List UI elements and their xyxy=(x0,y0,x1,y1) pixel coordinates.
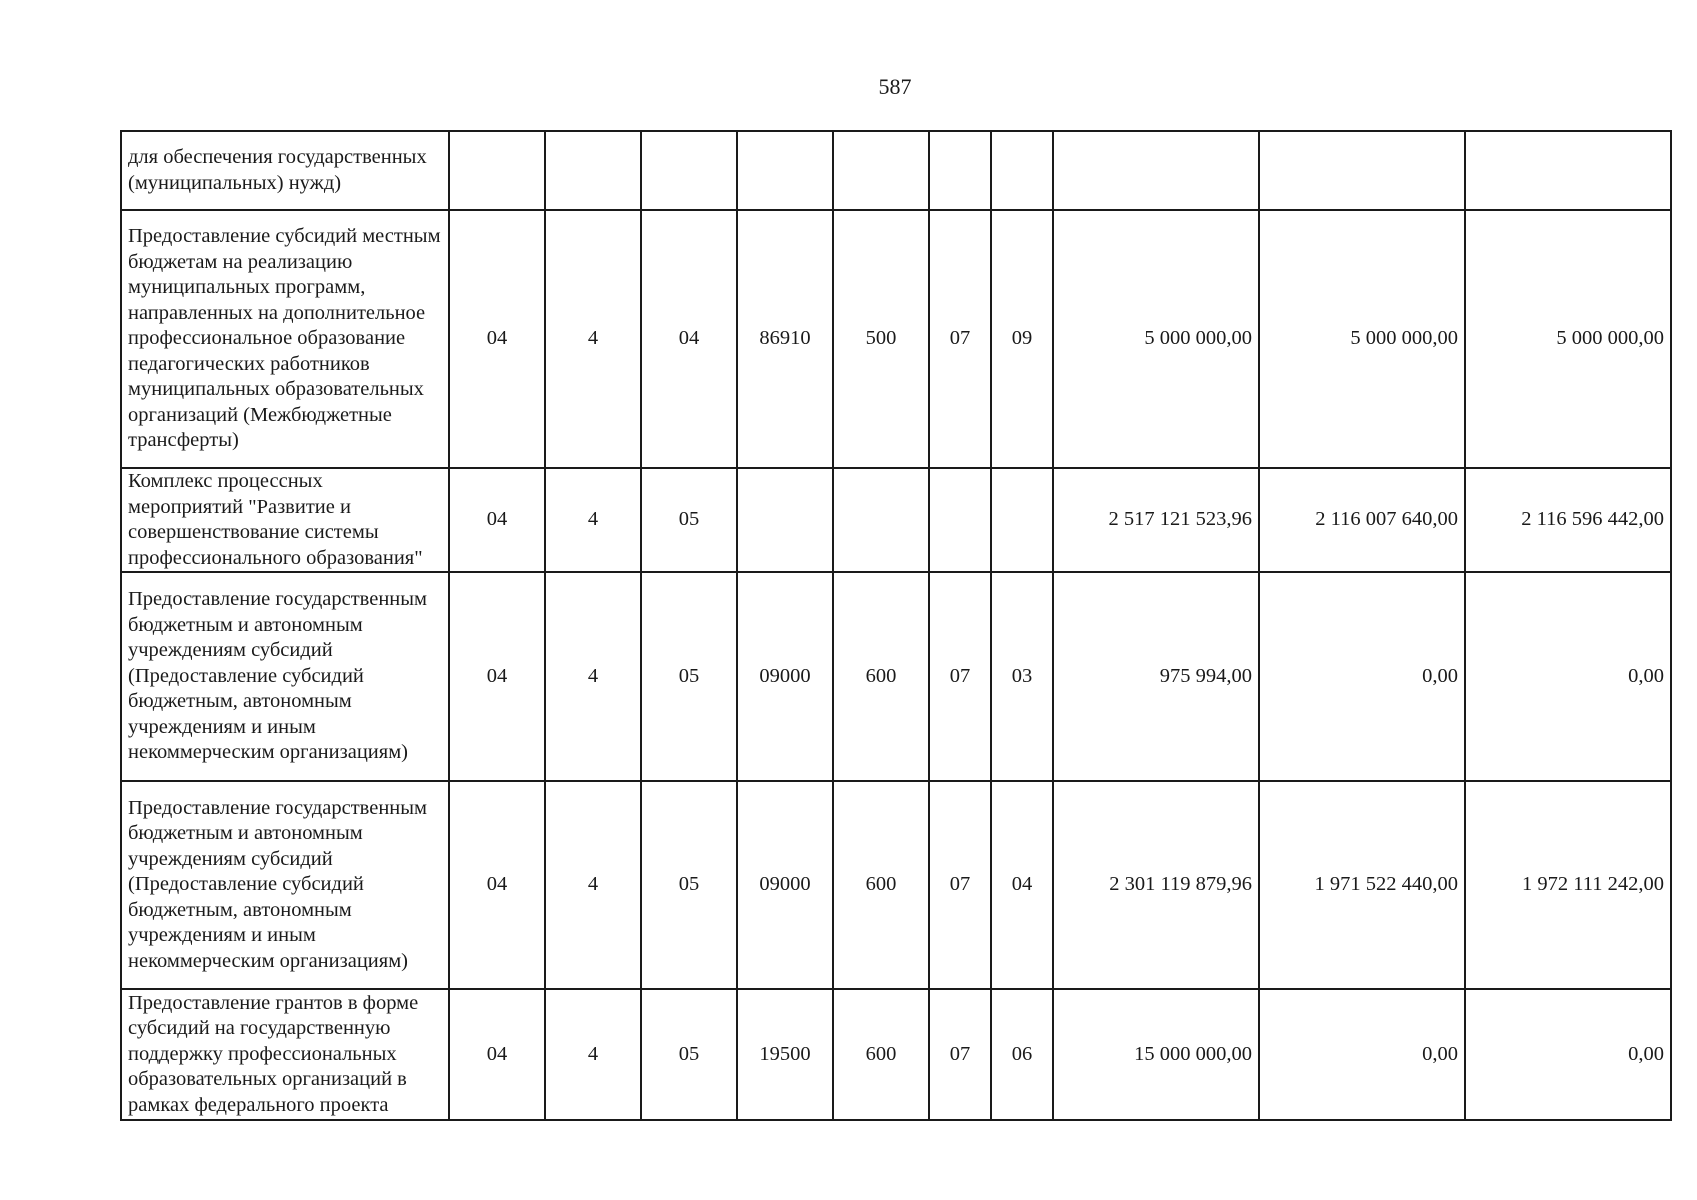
amount-3: 1 972 111 242,00 xyxy=(1465,781,1671,989)
subprogram-code xyxy=(545,131,641,210)
subsection-code: 03 xyxy=(991,572,1053,781)
subsection-code: 09 xyxy=(991,210,1053,468)
amount-3 xyxy=(1465,131,1671,210)
subsection-code: 06 xyxy=(991,989,1053,1120)
direction-code: 09000 xyxy=(737,572,833,781)
subprogram-code: 4 xyxy=(545,572,641,781)
subsection-code xyxy=(991,131,1053,210)
table-row xyxy=(121,572,1671,781)
program-code: 04 xyxy=(449,572,545,781)
amount-1: 2 517 121 523,96 xyxy=(1053,468,1259,572)
activity-code: 05 xyxy=(641,572,737,781)
amount-2: 0,00 xyxy=(1259,989,1465,1120)
row-description: Предоставление грантов в форме субсидий на государственную поддержку профессиональных образовательных организаций в рамках федерального проекта xyxy=(128,991,419,1116)
section-code: 07 xyxy=(929,572,991,781)
program-code: 04 xyxy=(449,781,545,989)
row-description: для обеспечения государственных (муниципальных) нужд) xyxy=(121,131,449,210)
amount-3: 0,00 xyxy=(1465,572,1671,781)
amount-3: 5 000 000,00 xyxy=(1465,210,1671,468)
section-code xyxy=(929,131,991,210)
amount-3: 0,00 xyxy=(1465,989,1671,1120)
activity-code xyxy=(641,131,737,210)
row-description: Комплекс процессных мероприятий "Развитие и совершенствование системы профессионального образования" xyxy=(121,468,449,572)
amount-2 xyxy=(1259,131,1465,210)
table-row xyxy=(121,131,1671,210)
table-row xyxy=(121,468,1671,572)
subprogram-code: 4 xyxy=(545,781,641,989)
row-description: Предоставление государственным бюджетным и автономным учреждениям субсидий (Предоставление субсидий бюджетным, автономным учреждениям и иным некоммерческим организациям) xyxy=(121,781,449,989)
amount-2: 1 971 522 440,00 xyxy=(1259,781,1465,989)
table-row xyxy=(121,989,1671,1120)
subprogram-code: 4 xyxy=(545,468,641,572)
expense-type-code: 600 xyxy=(833,572,929,781)
section-code: 07 xyxy=(929,781,991,989)
program-code xyxy=(449,131,545,210)
section-code xyxy=(929,468,991,572)
table-row xyxy=(121,781,1671,989)
direction-code xyxy=(737,131,833,210)
expense-type-code xyxy=(833,468,929,572)
row-description: Предоставление государственным бюджетным и автономным учреждениям субсидий (Предоставление субсидий бюджетным, автономным учреждениям и иным некоммерческим организациям) xyxy=(121,572,449,781)
direction-code: 86910 xyxy=(737,210,833,468)
activity-code: 05 xyxy=(641,468,737,572)
program-code: 04 xyxy=(449,989,545,1120)
section-code: 07 xyxy=(929,210,991,468)
direction-code xyxy=(737,468,833,572)
subsection-code: 04 xyxy=(991,781,1053,989)
subsection-code xyxy=(991,468,1053,572)
direction-code: 19500 xyxy=(737,989,833,1120)
subprogram-code: 4 xyxy=(545,210,641,468)
subprogram-code: 4 xyxy=(545,989,641,1120)
expense-type-code xyxy=(833,131,929,210)
expense-type-code: 500 xyxy=(833,210,929,468)
amount-3: 2 116 596 442,00 xyxy=(1465,468,1671,572)
expense-type-code: 600 xyxy=(833,989,929,1120)
expense-type-code: 600 xyxy=(833,781,929,989)
activity-code: 04 xyxy=(641,210,737,468)
amount-1 xyxy=(1053,131,1259,210)
program-code: 04 xyxy=(449,210,545,468)
program-code: 04 xyxy=(449,468,545,572)
amount-2: 0,00 xyxy=(1259,572,1465,781)
amount-1: 5 000 000,00 xyxy=(1053,210,1259,468)
activity-code: 05 xyxy=(641,989,737,1120)
amount-2: 2 116 007 640,00 xyxy=(1259,468,1465,572)
row-description: Предоставление субсидий местным бюджетам на реализацию муниципальных программ, направленных на дополнительное профессиональное образование педагогических работников муниципальных образовательных организаций (Межбюджетные трансферты) xyxy=(121,210,449,468)
section-code: 07 xyxy=(929,989,991,1120)
amount-1: 975 994,00 xyxy=(1053,572,1259,781)
direction-code: 09000 xyxy=(737,781,833,989)
page-number: 587 xyxy=(878,74,912,99)
budget-table xyxy=(120,130,1672,1121)
amount-2: 5 000 000,00 xyxy=(1259,210,1465,468)
activity-code: 05 xyxy=(641,781,737,989)
amount-1: 2 301 119 879,96 xyxy=(1053,781,1259,989)
amount-1: 15 000 000,00 xyxy=(1053,989,1259,1120)
row-description-cell xyxy=(121,989,449,1120)
table-row xyxy=(121,210,1671,468)
